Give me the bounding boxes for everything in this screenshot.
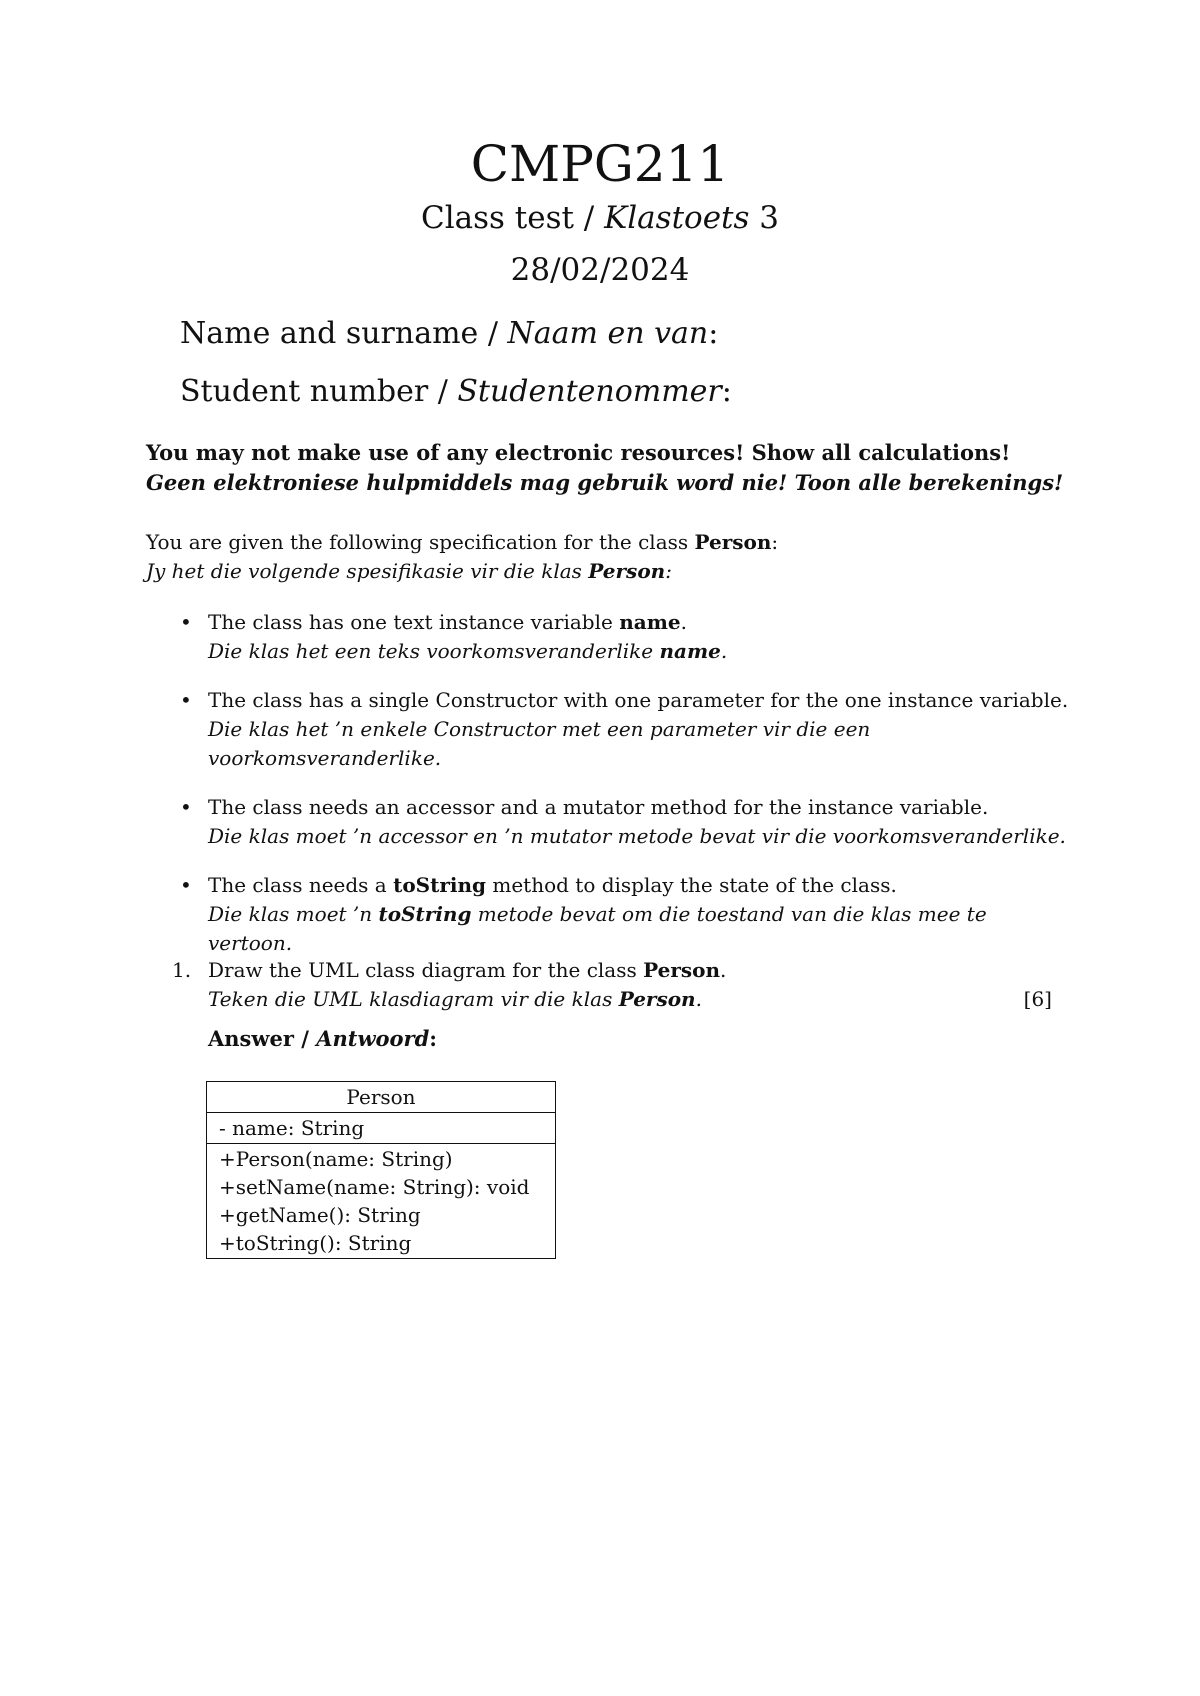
- answer-colon: :: [429, 1026, 438, 1051]
- list-item: [180, 686, 1070, 773]
- question-af: [208, 985, 1052, 1014]
- bullet-text: The class has a single Constructor with one parameter for the one instance variable.: [208, 688, 1069, 712]
- student-colon: :: [721, 374, 732, 409]
- question-af-class: Person: [618, 987, 696, 1011]
- intro-en: [146, 528, 778, 557]
- name-colon: :: [708, 316, 719, 351]
- question-marks: [6]: [1023, 987, 1052, 1011]
- question-en-class: Person: [643, 958, 721, 982]
- bullet-bold: toString: [393, 873, 486, 897]
- bullet-text: method to display the state of the class.: [486, 873, 897, 897]
- uml-attribute: - name: String: [219, 1116, 365, 1140]
- bullet-text: The class needs a: [208, 873, 394, 897]
- warning-en: You may not make use of any electronic resources! Show all calculations!: [146, 440, 1011, 465]
- uml-methods: [207, 1143, 555, 1258]
- bullet-text: .: [680, 610, 687, 634]
- intro-af: [146, 557, 672, 586]
- question-en-text: Draw the UML class diagram for the class: [208, 958, 644, 982]
- bullet-translation: [208, 715, 1070, 773]
- uml-class-name: Person: [346, 1085, 416, 1109]
- intro-af-class: Person: [588, 559, 666, 583]
- specification-list: [180, 608, 1070, 978]
- name-label-en: Name and surname /: [180, 316, 508, 351]
- answer-label-en: Answer /: [208, 1026, 317, 1051]
- bullet-text-af: Die klas het ’n enkele Constructor met een parameter vir die een voorkomsveranderlike.: [208, 717, 871, 770]
- bullet-text-af: Die klas moet ’n accessor en ’n mutator metode bevat vir die voorkomsveranderlike.: [208, 824, 1066, 848]
- question-af-text: Teken die UML klasdiagram vir die klas: [208, 987, 619, 1011]
- uml-method: +setName(name: String): void: [219, 1175, 530, 1199]
- bullet-text: The class has one text instance variable: [208, 610, 620, 634]
- question-body: [208, 956, 1052, 1014]
- bullet-translation: [208, 900, 1070, 958]
- bullet-translation: [208, 637, 1070, 666]
- answer-label-af: Antwoord: [316, 1026, 430, 1051]
- uml-method: +toString(): String: [219, 1231, 412, 1255]
- intro-af-text: Jy het die volgende spesifikasie vir die klas: [146, 559, 589, 583]
- bullet-bold-af: toString: [378, 902, 472, 926]
- test-title-af: Klastoets: [604, 200, 750, 236]
- bullet-text-af: .: [720, 639, 728, 663]
- question-en: [208, 956, 1052, 985]
- intro-af-colon: :: [665, 559, 672, 583]
- bullet-bold-af: name: [659, 639, 721, 663]
- question-en-period: .: [720, 958, 727, 982]
- test-date: 28/02/2024: [510, 252, 690, 288]
- student-label-en: Student number /: [180, 374, 458, 409]
- bullet-text-af: Die klas moet ’n: [208, 902, 379, 926]
- student-label-af: Studentenommer: [457, 374, 722, 409]
- question-number: 1.: [172, 958, 192, 982]
- test-title: [0, 198, 1200, 238]
- list-item: [180, 608, 1070, 666]
- list-item: [180, 793, 1070, 851]
- name-label-af: Naam en van: [507, 316, 709, 351]
- test-title-en: Class test /: [421, 200, 605, 236]
- answer-label: [208, 1024, 437, 1054]
- uml-method: +Person(name: String): [219, 1147, 453, 1171]
- test-number: 3: [749, 200, 779, 236]
- name-field: [180, 314, 718, 354]
- uml-method: +getName(): String: [219, 1203, 421, 1227]
- uml-attributes: [207, 1112, 555, 1143]
- bullet-text-af: metode bevat om die toestand van die klas mee te vertoon.: [208, 902, 987, 955]
- list-item: [180, 871, 1070, 958]
- student-number-field: [180, 372, 732, 412]
- question-af-period: .: [695, 987, 702, 1011]
- intro-en-colon: :: [771, 530, 779, 554]
- bullet-translation: [208, 822, 1070, 851]
- bullet-bold: name: [619, 610, 681, 634]
- warning-af: Geen elektroniese hulpmiddels mag gebruik word nie! Toon alle berekenings!: [146, 470, 1064, 495]
- bullet-text: The class needs an accessor and a mutator method for the instance variable.: [208, 795, 989, 819]
- bullet-text-af: Die klas het een teks voorkomsveranderlike: [208, 639, 660, 663]
- intro-en-class: Person: [694, 530, 772, 554]
- course-code: CMPG211: [470, 135, 730, 193]
- uml-class-diagram: [206, 1081, 556, 1259]
- intro-en-text: You are given the following specification for the class: [146, 530, 695, 554]
